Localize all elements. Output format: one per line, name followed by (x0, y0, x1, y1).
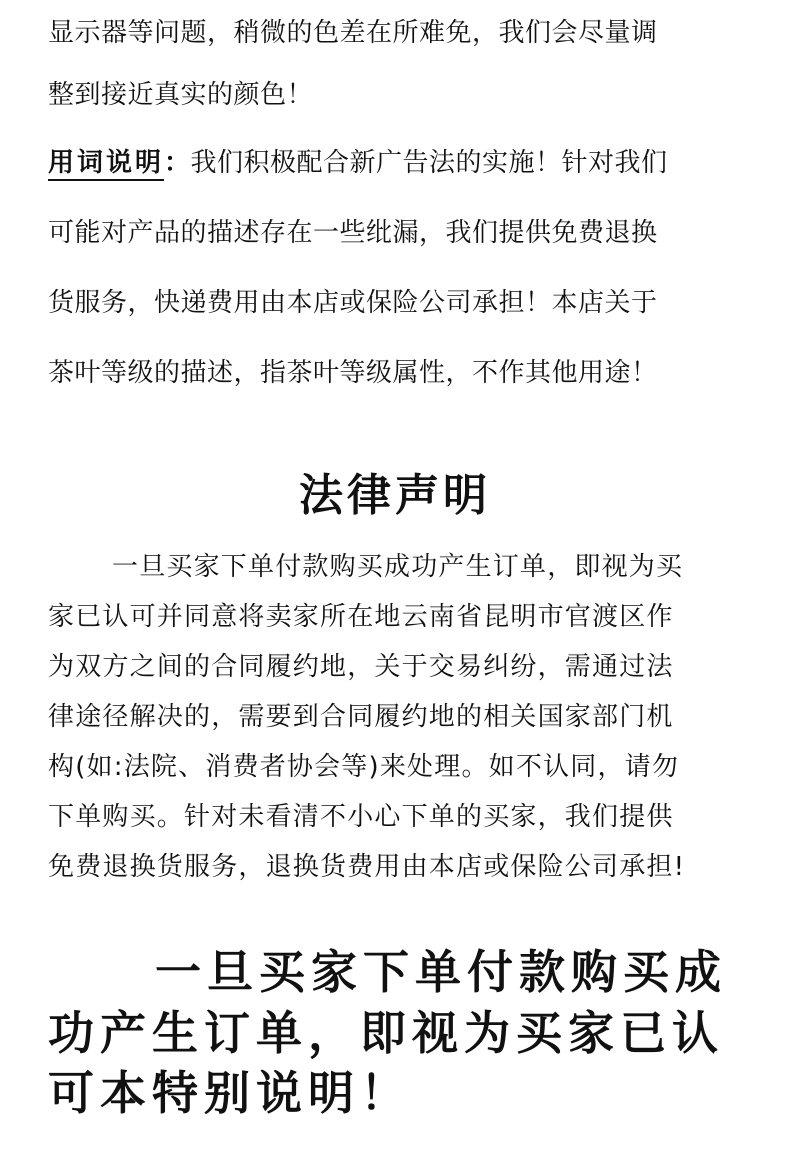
terms-line: 茶叶等级的描述，指茶叶等级属性，不作其他用途！ (48, 358, 658, 388)
legal-title: 法律声明 (299, 470, 491, 521)
legal-line: 免费退换货服务，退换货费用由本店或保险公司承担! (48, 852, 686, 882)
terms-line: 我们积极配合新广告法的实施！针对我们 (190, 148, 668, 178)
legal-line: 家已认可并同意将卖家所在地云南省昆明市官渡区作 (48, 602, 674, 632)
legal-line: 律途径解决的，需要到合同履约地的相关国家部门机 (48, 702, 674, 732)
notice-line: 显示器等问题，稍微的色差在所难免，我们会尽量调 (48, 18, 658, 48)
special-note-line: 功产生订单，即视为买家已认 (48, 1006, 724, 1060)
terms-first-line (48, 146, 668, 180)
terms-line: 货服务，快递费用由本店或保险公司承担！本店关于 (48, 288, 658, 318)
terms-label: 用词说明 (48, 148, 164, 181)
legal-line: 构(如:法院、消费者协会等)来处理。如不认同，请勿 (48, 752, 680, 782)
notice-line: 整到接近真实的颜色！ (48, 80, 314, 110)
special-note-line: 一旦买家下单付款购买成 (155, 945, 727, 999)
legal-line: 下单购买。针对未看清不小心下单的买家，我们提供 (48, 802, 674, 832)
terms-colon: ： (164, 148, 191, 178)
terms-line: 可能对产品的描述存在一些纰漏，我们提供免费退换 (48, 218, 658, 248)
special-note-line: 可本特别说明！ (48, 1066, 412, 1120)
legal-line: 一旦买家下单付款购买成功产生订单，即视为买 (112, 552, 684, 582)
legal-line: 为双方之间的合同履约地，关于交易纠纷，需通过法 (48, 652, 674, 682)
